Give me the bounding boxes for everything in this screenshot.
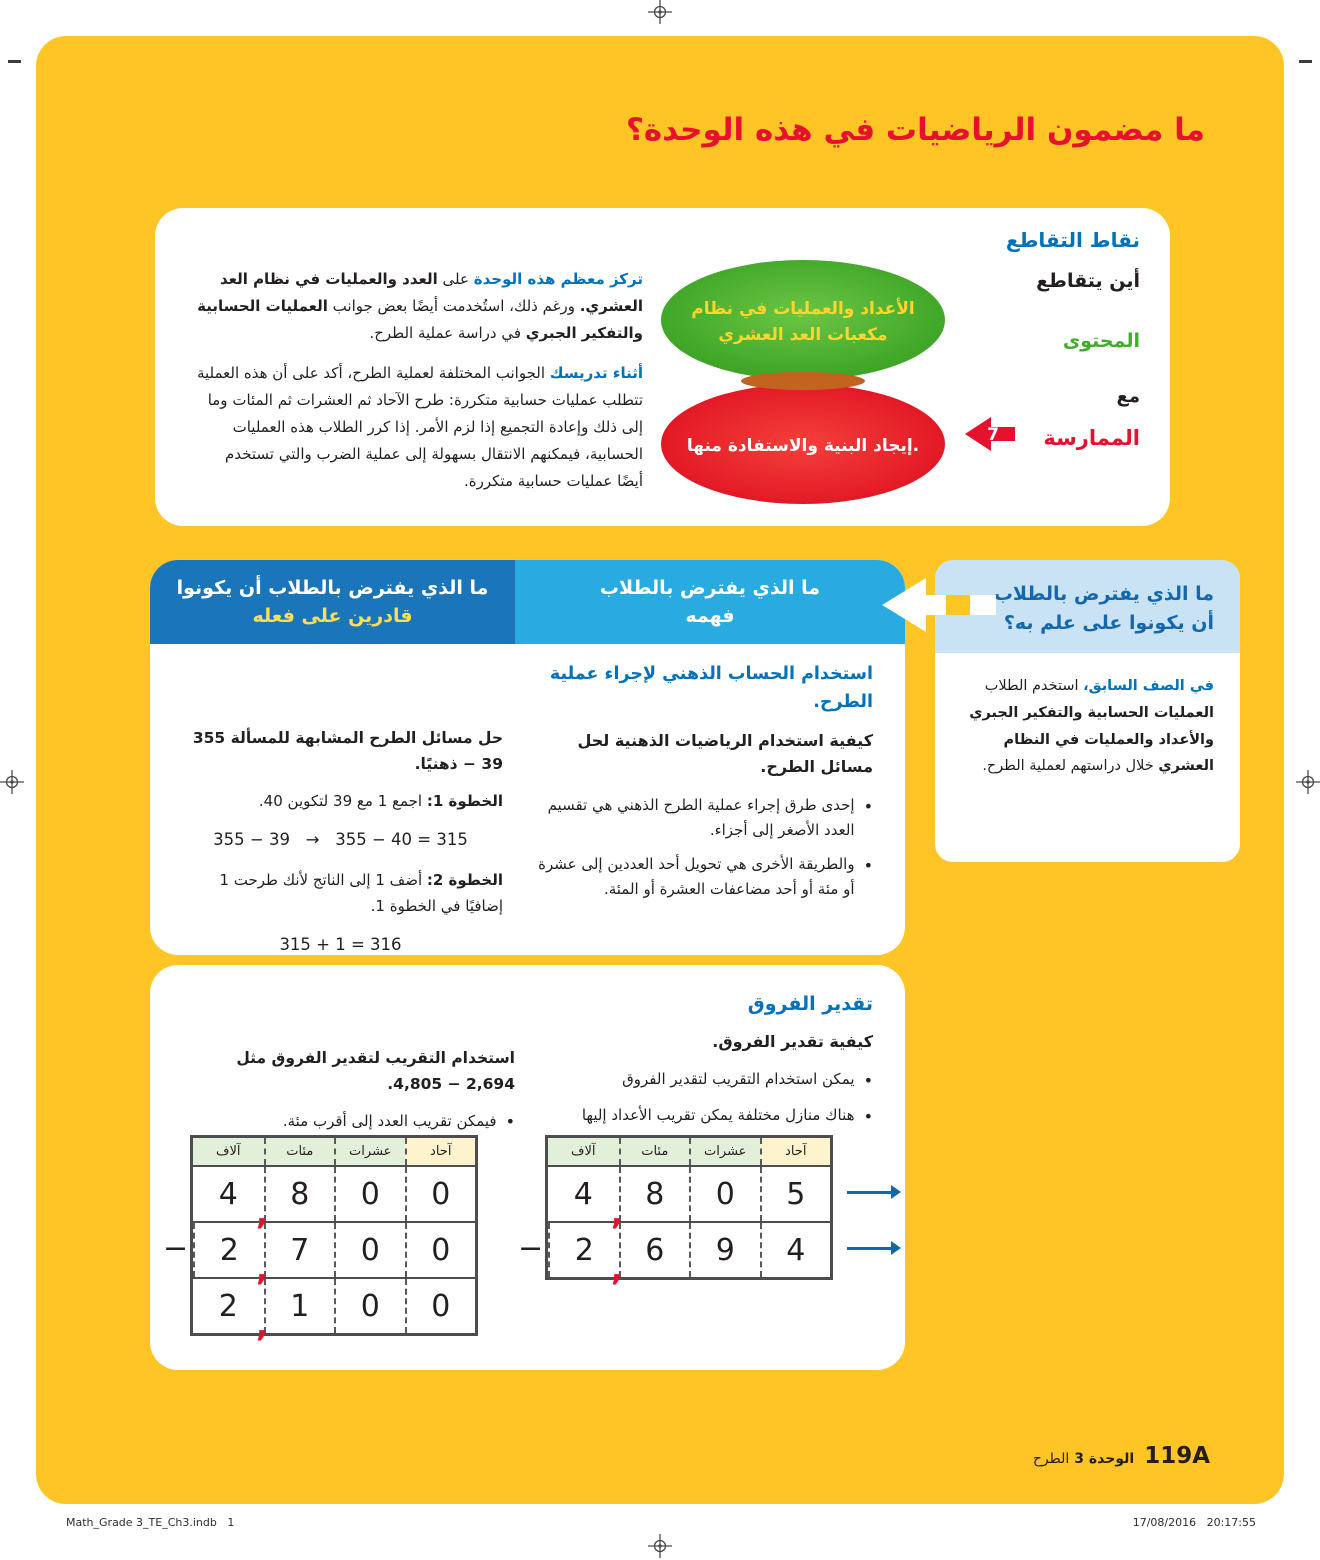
digit-cell: 2 [218,1288,238,1324]
digit-cell: 4 [218,1176,238,1212]
table-row [548,1167,830,1232]
page-title: ما مضمون الرياضيات في هذه الوحدة؟ [625,112,1205,148]
with-label: مع [1116,386,1140,407]
unit-overview-text [195,266,643,495]
header-hundreds: مئات [264,1138,335,1165]
header-tens: عشرات [689,1138,760,1165]
header-thousands: آلاف [548,1138,619,1165]
estimate-understand-column [538,1029,873,1130]
table-header-row [548,1138,830,1167]
page-number: 119A [1144,1443,1210,1469]
bullet-icon [506,1108,515,1135]
mental-math-subheading: كيفية استخدام الرياضيات الذهنية لحل مسائل الطرح. [577,731,873,777]
digit-cell: 4 [573,1176,593,1212]
prior-knowledge-lead: في الصف السابق، [1083,677,1214,694]
rounding-arrow [847,1247,891,1250]
registration-mark-left [0,770,24,794]
print-timestamp: 17/08/2016 20:17:55 [1132,1516,1256,1529]
understand-column [528,660,873,903]
bullet-text: هناك منازل مختلفة يمكن تقريب الأعداد إليها [581,1105,855,1124]
digit-cell: 7 [264,1223,335,1277]
table-row [163,1221,475,1288]
header-ones: آحاد [760,1138,831,1165]
digit-cell: 6 [619,1223,690,1277]
place-value-table-original [518,1135,833,1288]
subtraction-expression: 355 − 39 [192,729,503,774]
bullet-item [528,852,873,903]
able-to-do-column [178,725,503,955]
overview-paragraph-1: تركز معظم هذه الوحدة على العدد والعمليات في نظام العد العشري. ورغم ذلك، استُخدمت أيضًا بعض جوانب العمليات الحسابية والتفكير الجبري في دراسة عملية الطرح. [197,270,643,342]
practice-label: الممارسة [1043,426,1140,450]
step-2-label: الخطوة 2: [426,870,503,889]
header-do-line1: ما الذي يفترض بالطلاب أن يكونوا [176,576,489,599]
venn-diagram [653,254,953,512]
minus-sign: − [518,1231,544,1266]
step-2: الخطوة 2: أضف 1 إلى الناتج لأنك طرحت 1 إضافيًا في الخطوة 1. [219,870,503,916]
content-label: المحتوى [1062,330,1140,352]
estimate-differences-panel [150,965,905,1370]
header-thousands: آلاف [193,1138,264,1165]
mental-subtraction-goal: حل مسائل الطرح المشابهة للمسألة 355 − 39 ذهنيًا. [192,729,503,774]
header-tens: عشرات [334,1138,405,1165]
header-able-to-do [150,560,515,644]
header-understand [515,560,905,644]
unit-label: الوحدة 3 الطرح [1032,1451,1135,1467]
prior-knowledge-header-line1: ما الذي يفترض بالطلاب [993,583,1214,605]
step-1: الخطوة 1: اجمع 1 مع 39 لتكوين 40. [258,791,503,810]
print-file-note: Math_Grade 3_TE_Ch3.indb 1 [66,1516,235,1529]
bullet-item [528,793,873,844]
rounding-goal: استخدام التقريب لتقدير الفروق مثل 4,805 − 2,694. [236,1049,515,1094]
left-pointer-arrow-icon [880,574,998,636]
prior-knowledge-header-line2: أن يكونوا على علم به؟ [1003,612,1214,635]
bullet-text: إحدى طرق إجراء عملية الطرح الذهني هي تقسيم العدد الأصغر إلى أجزاء. [547,795,855,840]
bullet-text: فيمكن تقريب العدد إلى أقرب مئة. [282,1111,497,1130]
step-2-equation: 315 + 1 = 316 [279,935,402,955]
intersections-panel [155,208,1170,526]
digit-cell: 0 [405,1279,476,1333]
estimate-heading: تقدير الفروق [747,993,873,1015]
crop-tick-left [8,60,21,63]
digit-cell: 2 [193,1223,264,1277]
digit-cell: 9 [689,1223,760,1277]
registration-mark-right [1296,770,1320,794]
digit-cell: 0 [405,1223,476,1277]
bullet-item [185,1108,515,1135]
intersection-points-heading: نقاط التقاطع [1005,228,1140,252]
step-1-equation: 355 − 39 → 355 − 40 = 315 [213,829,468,849]
digit-cell: 0 [334,1279,405,1333]
thousands-comma: , [256,1196,268,1232]
bullet-icon [864,1103,873,1131]
oval-intersection [741,372,865,390]
green-oval-text-line2: مكعبات العد العشري [718,325,888,345]
panel2-header [150,560,905,644]
digit-cell: 4 [760,1223,831,1277]
rounding-arrow [847,1191,891,1194]
digit-cell: 5 [760,1167,831,1221]
digit-cell: 0 [405,1167,476,1221]
thousands-comma: , [256,1308,268,1344]
bullet-icon [864,852,873,903]
practice-arrow-icon [963,414,1017,454]
estimate-subheading: كيفية تقدير الفروق. [712,1032,873,1051]
bullet-icon [864,1067,873,1095]
table-row [193,1167,475,1232]
understand-do-panel [150,560,905,955]
thousands-comma: , [256,1252,268,1288]
overview-paragraph-2: أثناء تدريسك الجوانب المختلفة لعملية الطرح، أكد على أن هذه العملية تتطلب عمليات حسابية متكررة: طرح الآحاد ثم العشرات ثم المئات وما إلى ذلك وإعادة التجميع إذا لزم الأمر. إذا كرر الطلاب هذه العمليات الحسابية، فيمكنهم الانتقال بسهولة إلى عملية الضرب والتي تستخدم أيضًا عمليات حسابية متكررة. [196,364,643,490]
digit-cell: 0 [334,1223,405,1277]
page-footer [1033,1443,1210,1469]
minus-sign: − [163,1231,189,1266]
header-understand-line2: فهمه [685,605,735,627]
where-intersects-label: أين يتقاطع [1036,270,1140,292]
header-hundreds: مئات [619,1138,690,1165]
digit-cell: 2 [548,1223,619,1277]
header-do-line2: قادرين على فعله [252,605,413,627]
green-oval-text-line1: الأعداد والعمليات في نظام [691,299,915,319]
bullet-item [538,1103,873,1131]
bullet-icon [864,793,873,844]
prior-knowledge-body: في الصف السابق، استخدم الطلاب العمليات الحسابية والتفكير الجبري والأعداد والعمليات في النظام العشري خلال دراستهم لعملية الطرح. [935,653,1240,862]
thousands-comma: , [611,1196,623,1232]
table-header-row [193,1138,475,1167]
mental-math-heading: استخدام الحساب الذهني لإجراء عملية الطرح. [549,664,873,712]
green-oval [661,260,945,380]
table-result-row [193,1277,475,1344]
paragraph-lead: أثناء تدريسك [549,364,643,382]
thousands-comma: , [611,1252,623,1288]
digit-cell: 8 [264,1167,335,1221]
crop-tick-right [1299,60,1312,63]
header-ones: آحاد [405,1138,476,1165]
bullet-item [538,1067,873,1095]
practice-number: 7 [987,425,999,445]
bullet-text: والطريقة الأخرى هي تحويل أحد العددين إلى عشرة أو مئة أو أحد مضاعفات العشرة أو المئة. [538,854,855,899]
step-1-label: الخطوة 1: [426,791,503,810]
subtraction-expression: 4,805 − 2,694 [393,1075,515,1094]
place-value-table-rounded [163,1135,478,1344]
table-row [518,1221,830,1288]
bullet-text: يمكن استخدام التقريب لتقدير الفروق [622,1070,855,1089]
registration-mark-bottom [648,1534,672,1558]
digit-cell: 1 [264,1279,335,1333]
digit-cell: 0 [689,1167,760,1221]
red-oval-text: إيجاد البنية والاستفادة منها. [686,436,920,456]
paragraph-lead: تركز معظم هذه الوحدة [473,270,643,288]
digit-cell: 8 [619,1167,690,1221]
estimate-do-column [185,1045,515,1135]
registration-mark-top [648,0,672,24]
header-understand-line1: ما الذي يفترض بالطلاب [599,576,821,599]
digit-cell: 0 [334,1167,405,1221]
